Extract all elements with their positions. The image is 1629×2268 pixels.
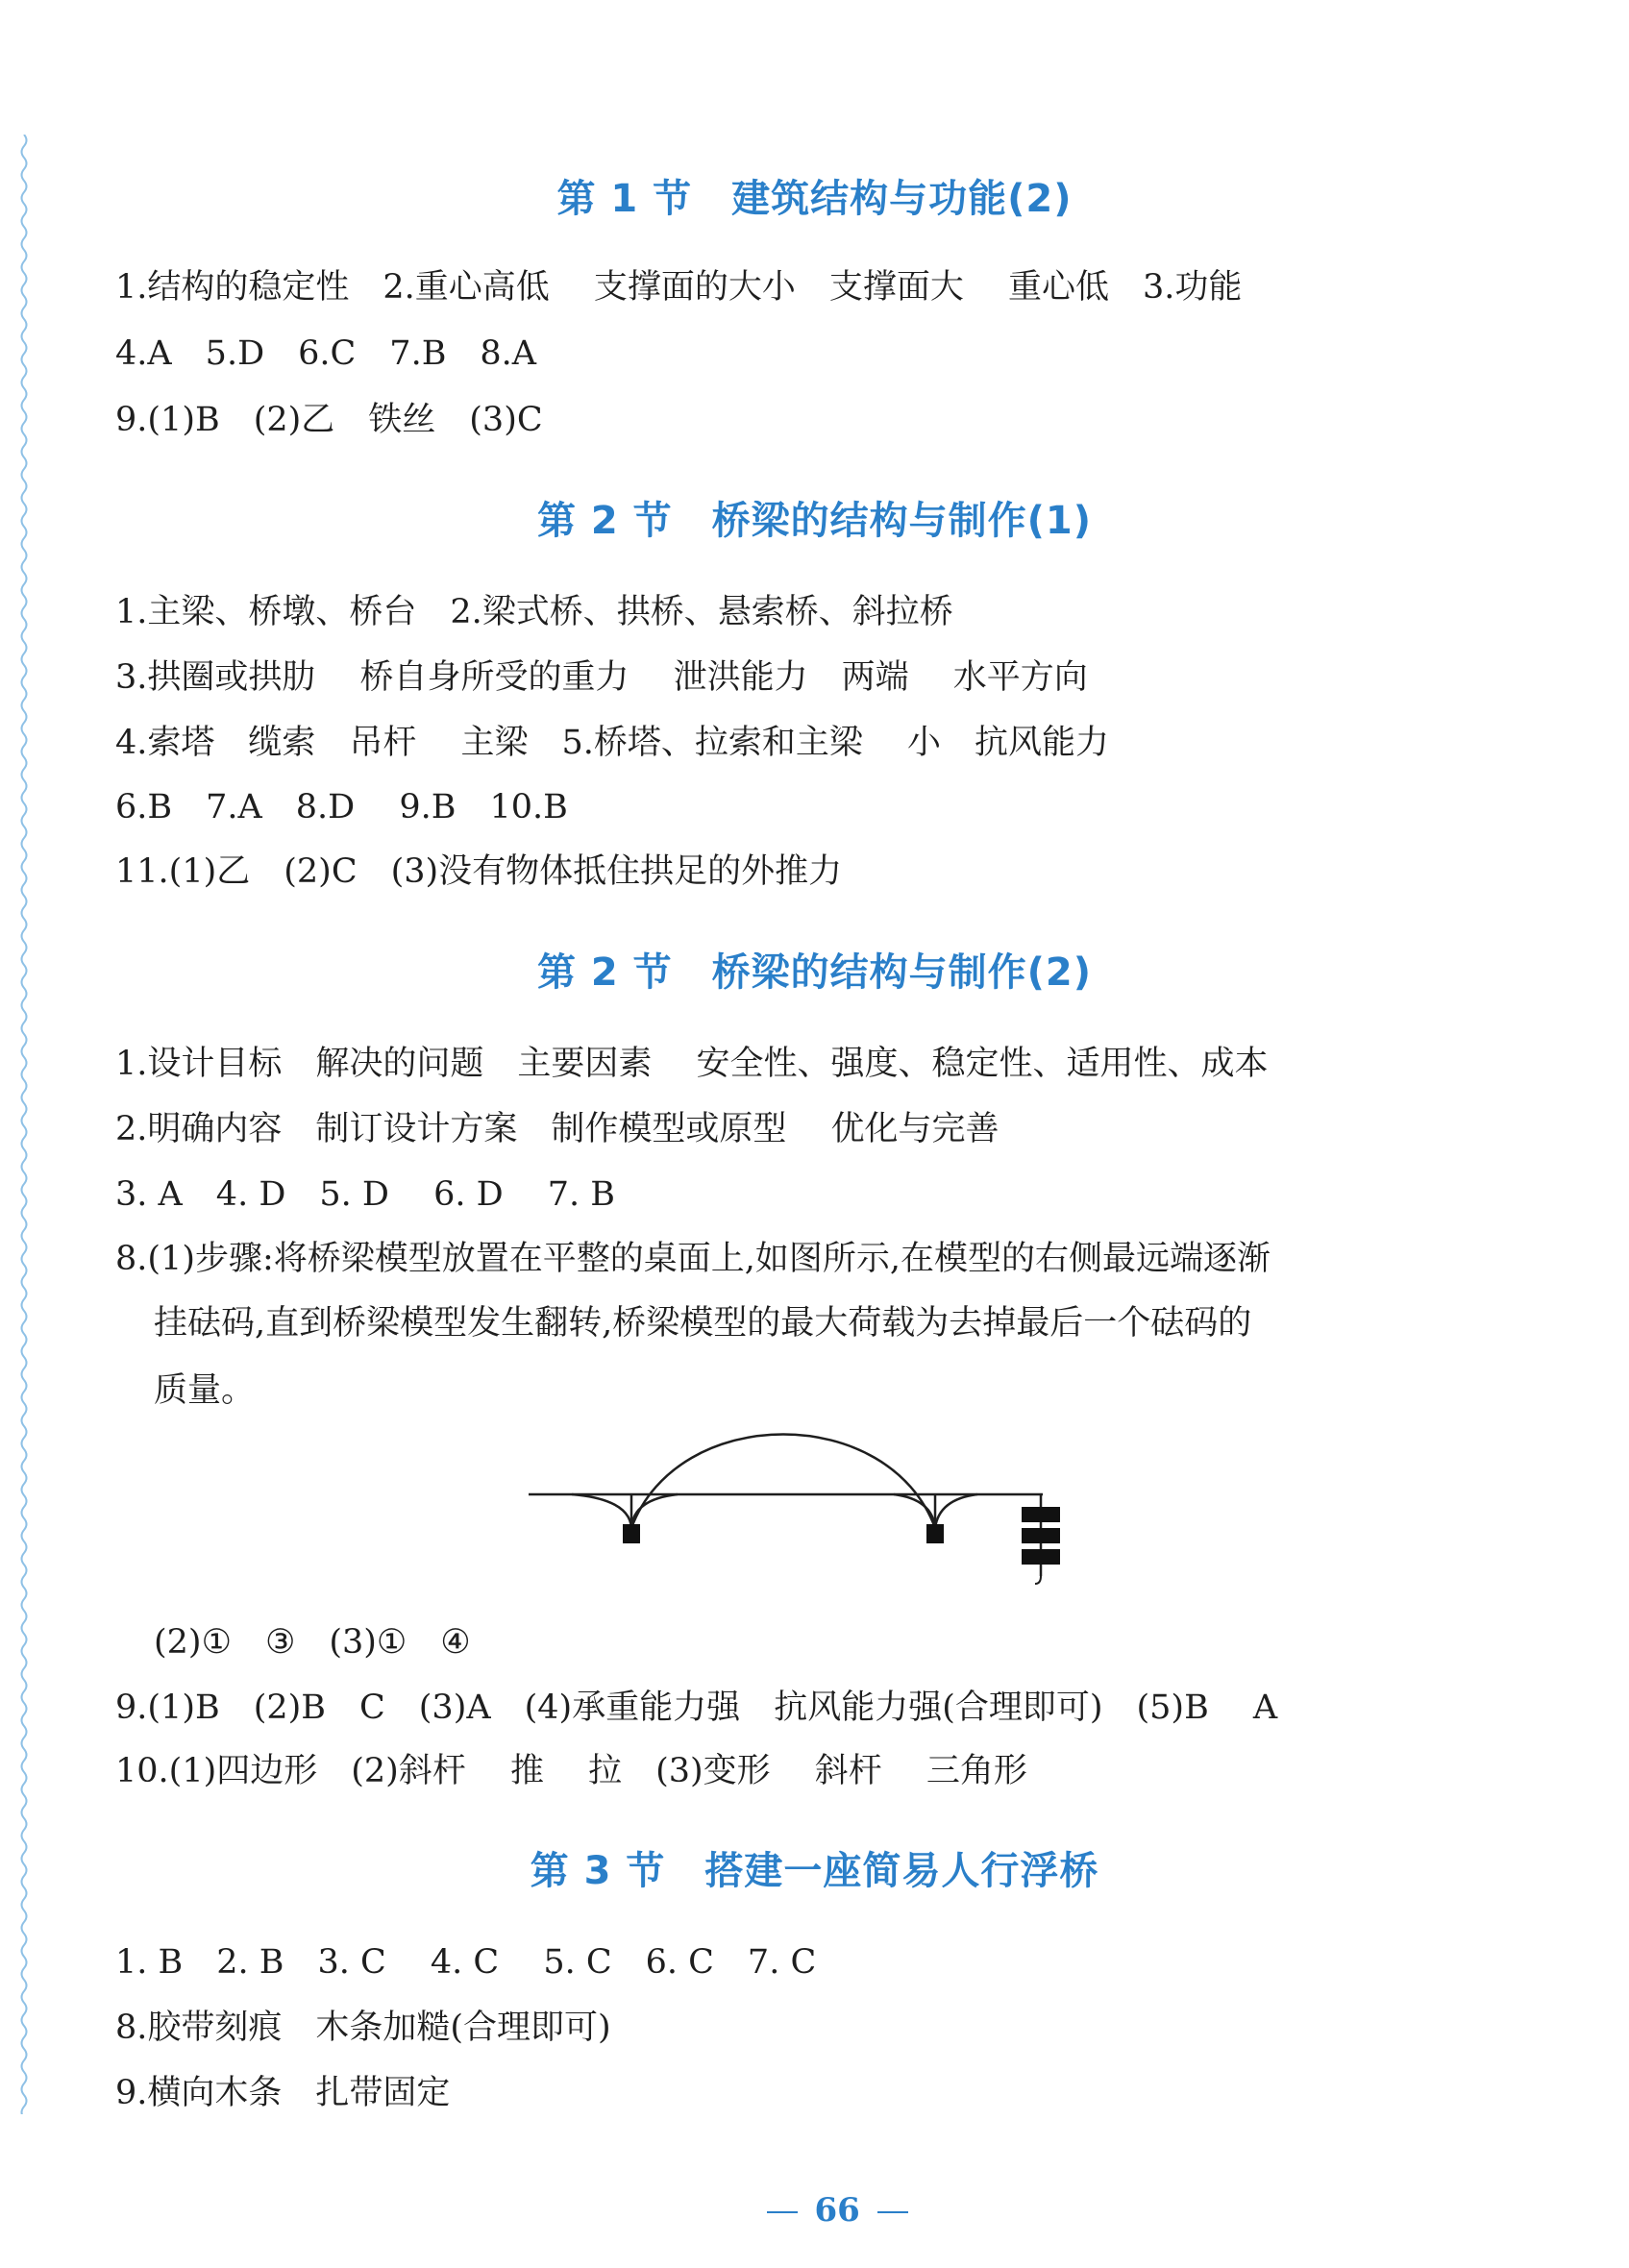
answer-line: 1.主梁、桥墩、桥台 2.梁式桥、拱桥、悬索桥、斜拉桥 xyxy=(115,593,953,631)
answer-line: 3.拱圈或拱肋 桥自身所受的重力 泄洪能力 两端 水平方向 xyxy=(115,658,1088,697)
page-number-value: 66 xyxy=(814,2191,860,2230)
answer-line: 1.设计目标 解决的问题 主要因素 安全性、强度、稳定性、适用性、成本 xyxy=(115,1045,1269,1083)
section-title-3: 第 2 节 桥梁的结构与制作(2) xyxy=(536,950,1093,995)
answer-line: 1.结构的稳定性 2.重心高低 支撑面的大小 支撑面大 重心低 3.功能 xyxy=(115,268,1243,307)
weight-hook xyxy=(1035,1576,1041,1584)
answer-line: 4.A 5.D 6.C 7.B 8.A xyxy=(115,334,537,373)
section-title-1: 第 1 节 建筑结构与功能(2) xyxy=(556,177,1073,221)
weight-block-2 xyxy=(1022,1528,1060,1543)
answer-line: 挂砝码,直到桥梁模型发生翻转,桥梁模型的最大荷载为去掉最后一个砝码的 xyxy=(154,1304,1252,1343)
answer-line: 9.(1)B (2)B C (3)A (4)承重能力强 抗风能力强(合理即可) (5)B A xyxy=(115,1689,1278,1727)
answer-line: 8.(1)步骤:将桥梁模型放置在平整的桌面上,如图所示,在模型的右侧最远端逐渐 xyxy=(115,1240,1271,1278)
answer-line: 3. A 4. D 5. D 6. D 7. B xyxy=(115,1175,616,1214)
answer-line: 6.B 7.A 8.D 9.B 10.B xyxy=(115,788,568,826)
left-pier-base xyxy=(623,1524,640,1543)
page-number-dash-right xyxy=(877,2211,908,2213)
answer-line: 9.横向木条 扎带固定 xyxy=(115,2074,451,2112)
answer-line: 2.明确内容 制订设计方案 制作模型或原型 优化与完善 xyxy=(115,1110,1000,1148)
page-number-dash-left xyxy=(767,2211,798,2213)
bridge-model-diagram xyxy=(524,1422,1062,1595)
weight-block-3 xyxy=(1022,1549,1060,1565)
answer-line: 质量。 xyxy=(154,1371,256,1410)
answer-line: 11.(1)乙 (2)C (3)没有物体抵住拱足的外推力 xyxy=(115,852,843,891)
answer-line: 4.索塔 缆索 吊杆 主梁 5.桥塔、拉索和主梁 小 抗风能力 xyxy=(115,724,1110,762)
section-title-4: 第 3 节 搭建一座简易人行浮桥 xyxy=(530,1849,1099,1893)
arch-rib xyxy=(631,1435,935,1529)
page-number xyxy=(0,2153,1629,2268)
weight-block-1 xyxy=(1022,1507,1060,1522)
answer-line: 8.胶带刻痕 木条加糙(合理即可) xyxy=(115,2009,611,2047)
answer-line: (2)① ③ (3)① ④ xyxy=(154,1623,471,1662)
answer-line: 1. B 2. B 3. C 4. C 5. C 6. C 7. C xyxy=(115,1943,817,1982)
right-pier-base xyxy=(926,1524,944,1543)
answer-line: 9.(1)B (2)乙 铁丝 (3)C xyxy=(115,401,543,439)
answer-line: 10.(1)四边形 (2)斜杆 推 拉 (3)变形 斜杆 三角形 xyxy=(115,1752,1027,1790)
section-title-2: 第 2 节 桥梁的结构与制作(1) xyxy=(536,499,1093,543)
left-bracket-curve xyxy=(572,1494,678,1528)
